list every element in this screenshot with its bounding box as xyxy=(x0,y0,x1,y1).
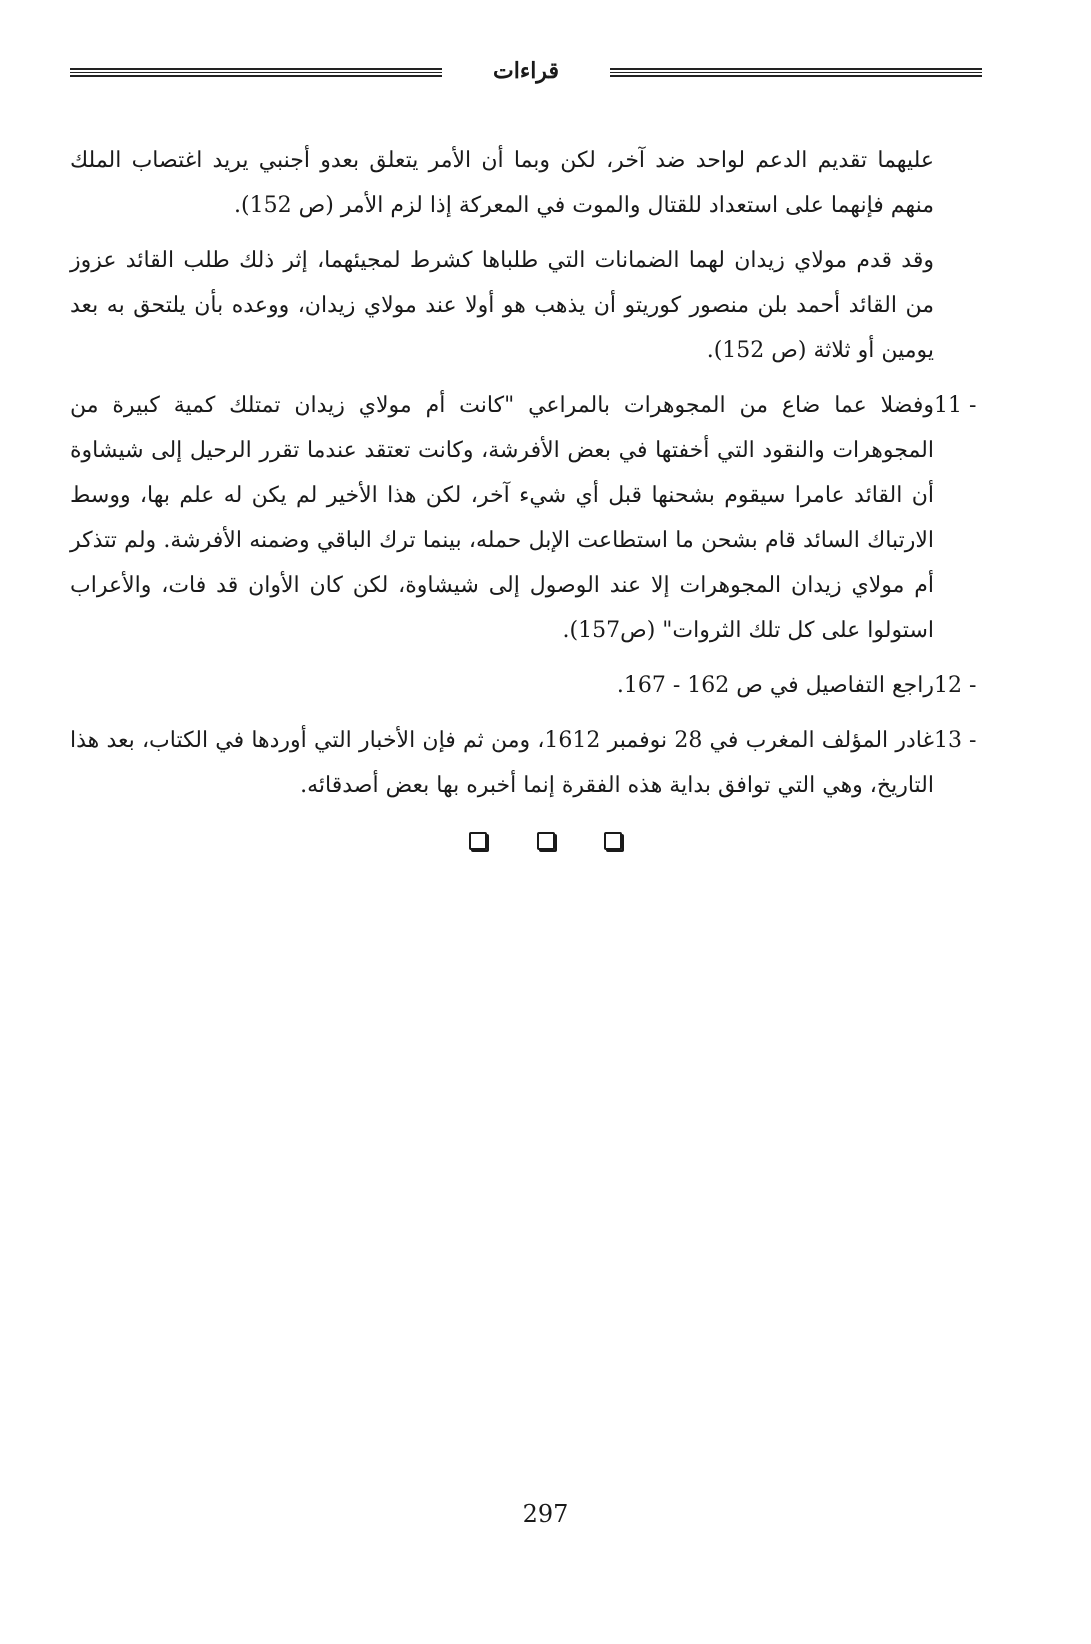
three-square-bullets-icon xyxy=(0,832,1091,854)
footnote-text: وفضلا عما ضاع من المجوهرات بالمراعي "كانت أم مولاي زيدان تمتلك كمية كبيرة من المجوهرات والنقود التي أخفتها في بعض الأفرشة، وكانت تعتقد عندما تقرر الرحيل إلى شيشاوة أن القائد عامرا سيقوم بشحنها قبل أي شيء آخر، لكن هذا الأخير لم يكن له علم بها، ووسط الارتباك السائد قام بشحن ما استطاعت الإبل حمله، بينما ترك الباقي وضمنه الأفرشة. ولم تتذكر أم مولاي زيدان المجوهرات إلا عند الوصول إلى شيشاوة، لكن كان الأوان قد فات، والأعراب استولوا على كل تلك الثروات" (ص157). xyxy=(70,393,934,643)
header-rule-right xyxy=(610,68,982,78)
footnote-number: 13 - xyxy=(934,728,977,753)
footnote-text: راجع التفاصيل في ص 162 - 167. xyxy=(616,673,934,698)
square-bullet-icon xyxy=(604,832,622,850)
page-header xyxy=(70,54,982,90)
running-title: قراءات xyxy=(493,58,559,84)
header-rule-left xyxy=(70,68,442,78)
footnote-12 xyxy=(70,663,976,708)
footnote-11 xyxy=(70,383,976,653)
footnote-number: 11 - xyxy=(934,393,977,418)
footnote-text: غادر المؤلف المغرب في 28 نوفمبر 1612، ومن ثم فإن الأخبار التي أوردها في الكتاب، بعد هذا التاريخ، وهي التي توافق بداية هذه الفقرة إنما أخبره بها بعض أصدقائه. xyxy=(70,728,934,798)
page-number: 297 xyxy=(522,1500,569,1528)
footnote-13 xyxy=(70,718,976,808)
page-body xyxy=(70,138,976,818)
footnote-number: 12 - xyxy=(934,673,977,698)
square-bullet-icon xyxy=(537,832,555,850)
continued-paragraph: عليهما تقديم الدعم لواحد ضد آخر، لكن وبما أن الأمر يتعلق بعدو أجنبي يريد اغتصاب الملك منهم فإنهما على استعداد للقتال والموت في المعركة إذا لزم الأمر (ص 152). xyxy=(70,148,934,218)
continued-paragraph-2: وقد قدم مولاي زيدان لهما الضمانات التي طلباها كشرط لمجيئهما، إثر ذلك طلب القائد عزوز من القائد أحمد بلن منصور كوريتو أن يذهب هو أولا عند مولاي زيدان، ووعده بأن يلتحق به بعد يومين أو ثلاثة (ص 152). xyxy=(70,248,934,363)
square-bullet-icon xyxy=(469,832,487,850)
